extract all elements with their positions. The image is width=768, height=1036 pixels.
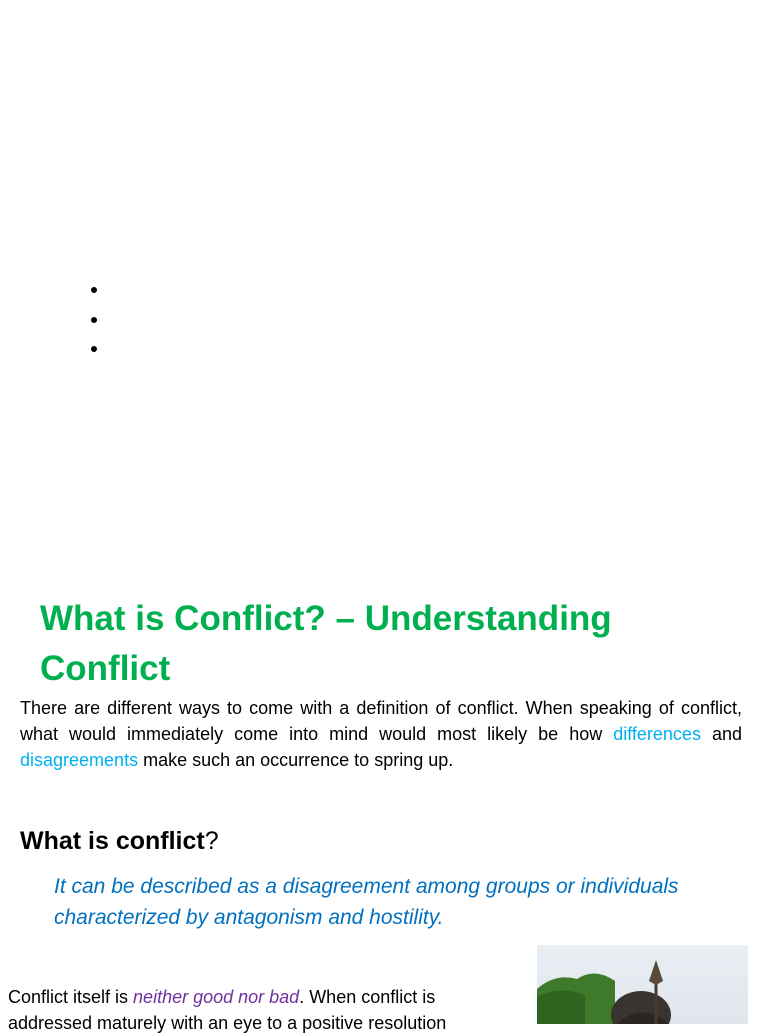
section-title: What is Conflict? – Understanding Conflict — [40, 599, 612, 688]
intro-text-start: There are different ways to come with a definition of conflict. When speaking of conflict, what would immediately come into mind would most likely be how — [20, 698, 742, 744]
spear-head — [649, 960, 663, 985]
question-heading — [20, 824, 219, 858]
body-text-end: . When conflict is addressed maturely with an eye to a positive resolution — [8, 987, 447, 1033]
question-mark: ? — [204, 827, 219, 855]
body-paragraph — [8, 984, 513, 1036]
tree-foliage-dark — [537, 990, 585, 1024]
intro-text-end: make such an occurrence to spring up. — [138, 750, 454, 770]
definition-text: It can be described as a disagreement among groups or individuals characterized by antagonism and hostility. — [54, 875, 679, 929]
question-heading-bold: What is conflict — [20, 827, 205, 855]
body-emphasis: neither good nor bad — [133, 987, 300, 1007]
body-text-start: Conflict itself is — [8, 987, 134, 1007]
highlight-disagreements: disagreements — [20, 750, 139, 770]
intro-and: and — [700, 724, 742, 744]
intro-paragraph — [20, 695, 742, 773]
photo-person-with-spear — [537, 945, 748, 1024]
photo-illustration — [537, 945, 748, 1024]
highlight-differences: differences — [613, 724, 701, 744]
